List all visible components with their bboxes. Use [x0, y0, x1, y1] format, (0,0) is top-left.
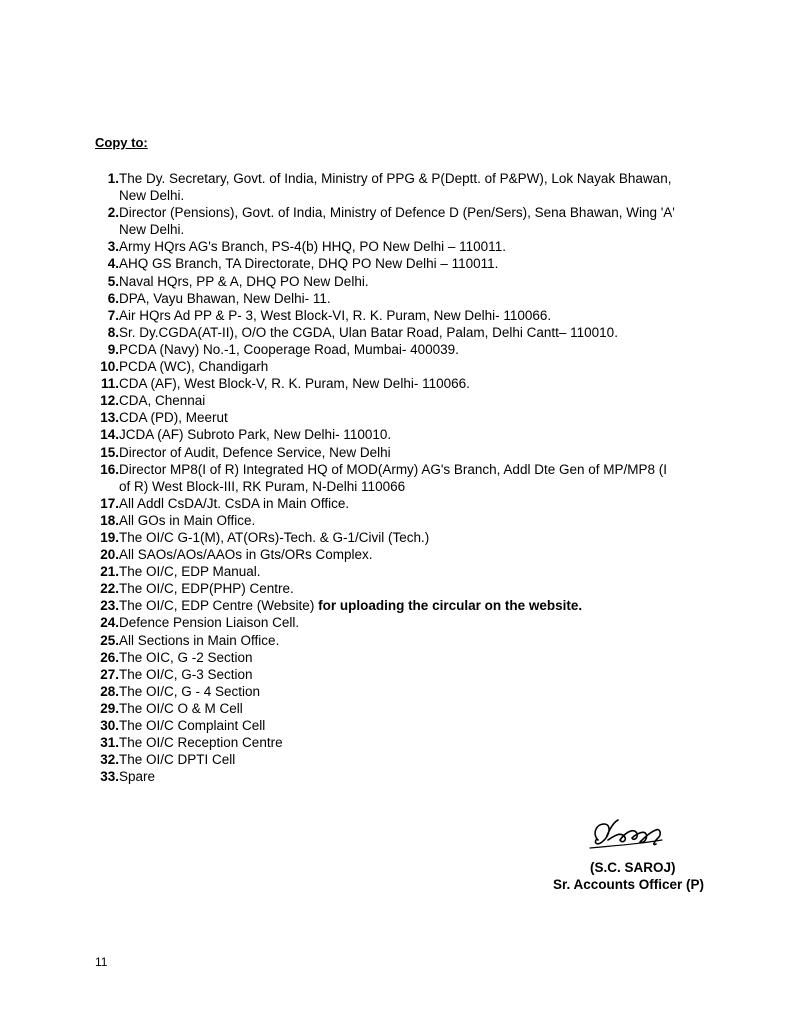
list-item [80, 375, 760, 392]
list-item [80, 717, 760, 734]
list-item-number: 2. [107, 205, 119, 221]
list-item [80, 683, 760, 700]
list-item-text: The OI/C, G-3 Section [119, 666, 253, 682]
list-item-text: The OI/C, G - 4 Section [119, 683, 261, 699]
list-item [80, 238, 760, 255]
list-item [80, 751, 760, 768]
list-item-number: 12. [100, 393, 119, 409]
list-item-text: The OI/C G-1(M), AT(ORs)-Tech. & G-1/Civil (Tech.) [119, 529, 430, 545]
list-item [80, 546, 760, 563]
list-item-text: The OI/C O & M Cell [119, 700, 243, 716]
list-item-continuation: New Delhi. [119, 222, 185, 238]
list-item-text: CDA (AF), West Block-V, R. K. Puram, New Delhi- 110066. [119, 376, 470, 392]
list-item-number: 19. [100, 529, 119, 545]
list-item-text: The OI/C Reception Centre [119, 735, 283, 751]
list-item-emphasis: for uploading the circular on the website. [318, 598, 583, 614]
list-item [80, 341, 760, 358]
list-item-number: 31. [100, 735, 119, 751]
signatory-name: (S.C. SAROJ) [590, 860, 676, 875]
list-item [80, 734, 760, 751]
list-item-text: Defence Pension Liaison Cell. [119, 615, 300, 631]
list-item-text: Director MP8(I of R) Integrated HQ of MOD(Army) AG's Branch, Addl Dte Gen of MP/MP8 (I of R) West Block-III, RK Puram, N-Delhi 110066 [119, 461, 667, 494]
list-item-number: 14. [100, 427, 119, 443]
list-item [80, 614, 760, 631]
list-item [80, 426, 760, 443]
list-item [80, 768, 760, 785]
list-item-number: 33. [100, 769, 119, 785]
list-item [80, 495, 760, 512]
list-item [80, 444, 760, 461]
list-item-text: The Dy. Secretary, Govt. of India, Ministry of PPG & P(Deptt. of P&PW), Lok Nayak Bhawan, New Delhi. [119, 171, 672, 204]
list-item-text: PCDA (WC), Chandigarh [119, 359, 269, 375]
list-item-text: CDA (PD), Meerut [119, 410, 228, 426]
list-item-number: 28. [100, 683, 119, 699]
list-item-number: 23. [100, 598, 119, 614]
list-item-number: 16. [100, 461, 119, 477]
signature-icon [540, 810, 760, 860]
list-item-text: The OI/C, EDP Manual. [119, 564, 261, 580]
list-item [80, 392, 760, 409]
list-item-text: PCDA (Navy) No.-1, Cooperage Road, Mumbai- 400039. [119, 341, 459, 357]
page-number: 11 [95, 955, 108, 969]
list-item-number: 21. [100, 564, 119, 580]
list-item [80, 649, 760, 666]
list-item-number: 8. [107, 324, 119, 340]
list-item-number: 13. [100, 410, 119, 426]
list-item-number: 10. [100, 359, 119, 375]
list-item-number: 9. [107, 341, 119, 357]
list-item [80, 666, 760, 683]
list-item-text: Air HQrs Ad PP & P- 3, West Block-VI, R. K. Puram, New Delhi- 110066. [119, 307, 552, 323]
list-item-number: 24. [100, 615, 119, 631]
list-item-number: 20. [100, 547, 119, 563]
list-item-number: 22. [100, 581, 119, 597]
list-item-number: 17. [100, 495, 119, 511]
list-item-text: The OI/C, EDP Centre (Website) for uploading the circular on the website. [119, 598, 583, 614]
list-item [80, 580, 760, 597]
list-item-text: Spare [119, 769, 156, 785]
list-item-number: 6. [107, 290, 119, 306]
list-item [80, 597, 760, 614]
list-item [80, 255, 760, 272]
list-item-number: 25. [100, 632, 119, 648]
distribution-list [80, 170, 760, 785]
list-item-text: CDA, Chennai [119, 393, 206, 409]
list-item-text: Sr. Dy.CGDA(AT-II), O/O the CGDA, Ulan Batar Road, Palam, Delhi Cantt– 110010. [119, 324, 618, 340]
list-item-number: 15. [100, 444, 119, 460]
list-item [80, 512, 760, 529]
list-item-text: The OIC, G -2 Section [119, 649, 253, 665]
list-item [80, 563, 760, 580]
list-item-continuation: New Delhi. [119, 188, 185, 204]
list-item [80, 273, 760, 290]
list-item [80, 461, 760, 495]
list-item [80, 307, 760, 324]
list-item-number: 3. [107, 239, 119, 255]
list-item-number: 26. [100, 649, 119, 665]
list-item-number: 30. [100, 718, 119, 733]
list-item-text: All Sections in Main Office. [119, 632, 280, 648]
list-item [80, 358, 760, 375]
list-item-text: Naval HQrs, PP & A, DHQ PO New Delhi. [119, 273, 369, 289]
list-item-text: All Addl CsDA/Jt. CsDA in Main Office. [119, 495, 350, 511]
list-item [80, 170, 760, 204]
list-item [80, 632, 760, 649]
list-item-text: Army HQrs AG's Branch, PS-4(b) HHQ, PO New Delhi – 110011. [119, 239, 506, 255]
list-item-text: The OI/C DPTI Cell [119, 752, 236, 768]
copy-to-heading: Copy to: [95, 135, 148, 150]
list-item-text: Director (Pensions), Govt. of India, Ministry of Defence D (Pen/Sers), Sena Bhawan, Wing 'A' New Delhi. [119, 205, 675, 238]
list-item [80, 529, 760, 546]
list-item-text: Director of Audit, Defence Service, New Delhi [119, 444, 391, 460]
list-item-text: JCDA (AF) Subroto Park, New Delhi- 110010. [119, 427, 392, 443]
list-item [80, 324, 760, 341]
list-item-number: 4. [107, 256, 119, 272]
list-item-text: The OI/C Complaint Cell [119, 718, 266, 733]
list-item [80, 409, 760, 426]
list-item-number: 5. [107, 273, 119, 289]
list-item-number: 32. [100, 752, 119, 768]
list-item [80, 700, 760, 717]
list-item-number: 1. [107, 171, 119, 186]
list-item-number: 27. [100, 666, 119, 682]
list-item [80, 290, 760, 307]
list-item-text: All GOs in Main Office. [119, 512, 256, 528]
list-item-text: AHQ GS Branch, TA Directorate, DHQ PO New Delhi – 110011. [119, 256, 499, 272]
list-item-number: 7. [107, 307, 119, 323]
list-item [80, 204, 760, 238]
list-item-text: DPA, Vayu Bhawan, New Delhi- 11. [119, 290, 331, 306]
handwritten-signature [540, 810, 760, 860]
list-item-text: All SAOs/AOs/AAOs in Gts/ORs Complex. [119, 547, 373, 563]
list-item-continuation: of R) West Block-III, RK Puram, N-Delhi 110066 [119, 478, 406, 494]
list-item-number: 18. [100, 512, 119, 528]
list-item-number: 29. [100, 700, 119, 716]
list-item-number: 11. [100, 376, 119, 392]
list-item-text: The OI/C, EDP(PHP) Centre. [119, 581, 294, 597]
signatory-designation: Sr. Accounts Officer (P) [553, 877, 705, 892]
